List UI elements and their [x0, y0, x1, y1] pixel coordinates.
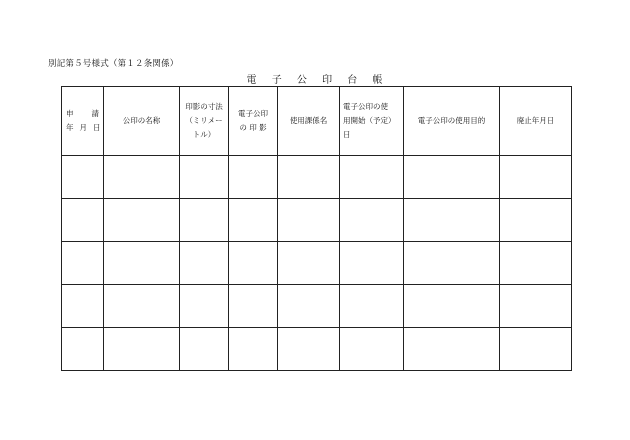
header-electronic-seal-impression: 電子公印 の 印 影	[229, 87, 278, 156]
table-cell	[404, 328, 500, 371]
table-cell	[229, 328, 278, 371]
table-cell	[180, 242, 229, 285]
table-cell	[278, 199, 340, 242]
header-application-date: 申 請 年 月 日	[62, 87, 104, 156]
electronic-seal-register-table	[61, 86, 572, 371]
table-cell	[278, 156, 340, 199]
table-cell	[62, 242, 104, 285]
table-cell	[229, 199, 278, 242]
table-cell	[180, 285, 229, 328]
table-cell	[340, 242, 404, 285]
table-cell	[62, 156, 104, 199]
header-row	[62, 87, 572, 156]
table-cell	[500, 242, 572, 285]
table-cell	[340, 328, 404, 371]
table-cell	[62, 328, 104, 371]
table-cell	[404, 156, 500, 199]
header-using-section: 使用課係名	[278, 87, 340, 156]
table-cell	[104, 328, 180, 371]
table-cell	[340, 199, 404, 242]
document-title: 電 子 公 印 台 帳	[246, 75, 384, 86]
table-cell	[404, 242, 500, 285]
table-cell	[500, 328, 572, 371]
table-cell	[404, 199, 500, 242]
header-usage-start: 電子公印の使 用開始（予定） 日	[340, 87, 404, 156]
table-cell	[180, 156, 229, 199]
table-row	[62, 199, 572, 242]
table-cell	[229, 285, 278, 328]
table-cell	[229, 156, 278, 199]
table-cell	[104, 156, 180, 199]
table-cell	[104, 242, 180, 285]
table-cell	[278, 242, 340, 285]
table-cell	[104, 199, 180, 242]
table-cell	[229, 242, 278, 285]
table-cell	[500, 156, 572, 199]
table-cell	[404, 285, 500, 328]
table-cell	[500, 285, 572, 328]
table-row	[62, 156, 572, 199]
table-cell	[340, 285, 404, 328]
table-row	[62, 328, 572, 371]
table-cell	[340, 156, 404, 199]
table-cell	[278, 328, 340, 371]
table-cell	[62, 285, 104, 328]
table-row	[62, 242, 572, 285]
header-usage-purpose: 電子公印の使用目的	[404, 87, 500, 156]
table-cell	[104, 285, 180, 328]
table-cell	[180, 199, 229, 242]
table-row	[62, 285, 572, 328]
header-seal-size: 印影の寸法 （ミリメー トル）	[180, 87, 229, 156]
form-number-label: 別記第５号様式（第１２条関係）	[48, 59, 179, 69]
table-cell	[180, 328, 229, 371]
header-abolition-date: 廃止年月日	[500, 87, 572, 156]
table-cell	[278, 285, 340, 328]
header-seal-name: 公印の名称	[104, 87, 180, 156]
table-cell	[62, 199, 104, 242]
table-cell	[500, 199, 572, 242]
